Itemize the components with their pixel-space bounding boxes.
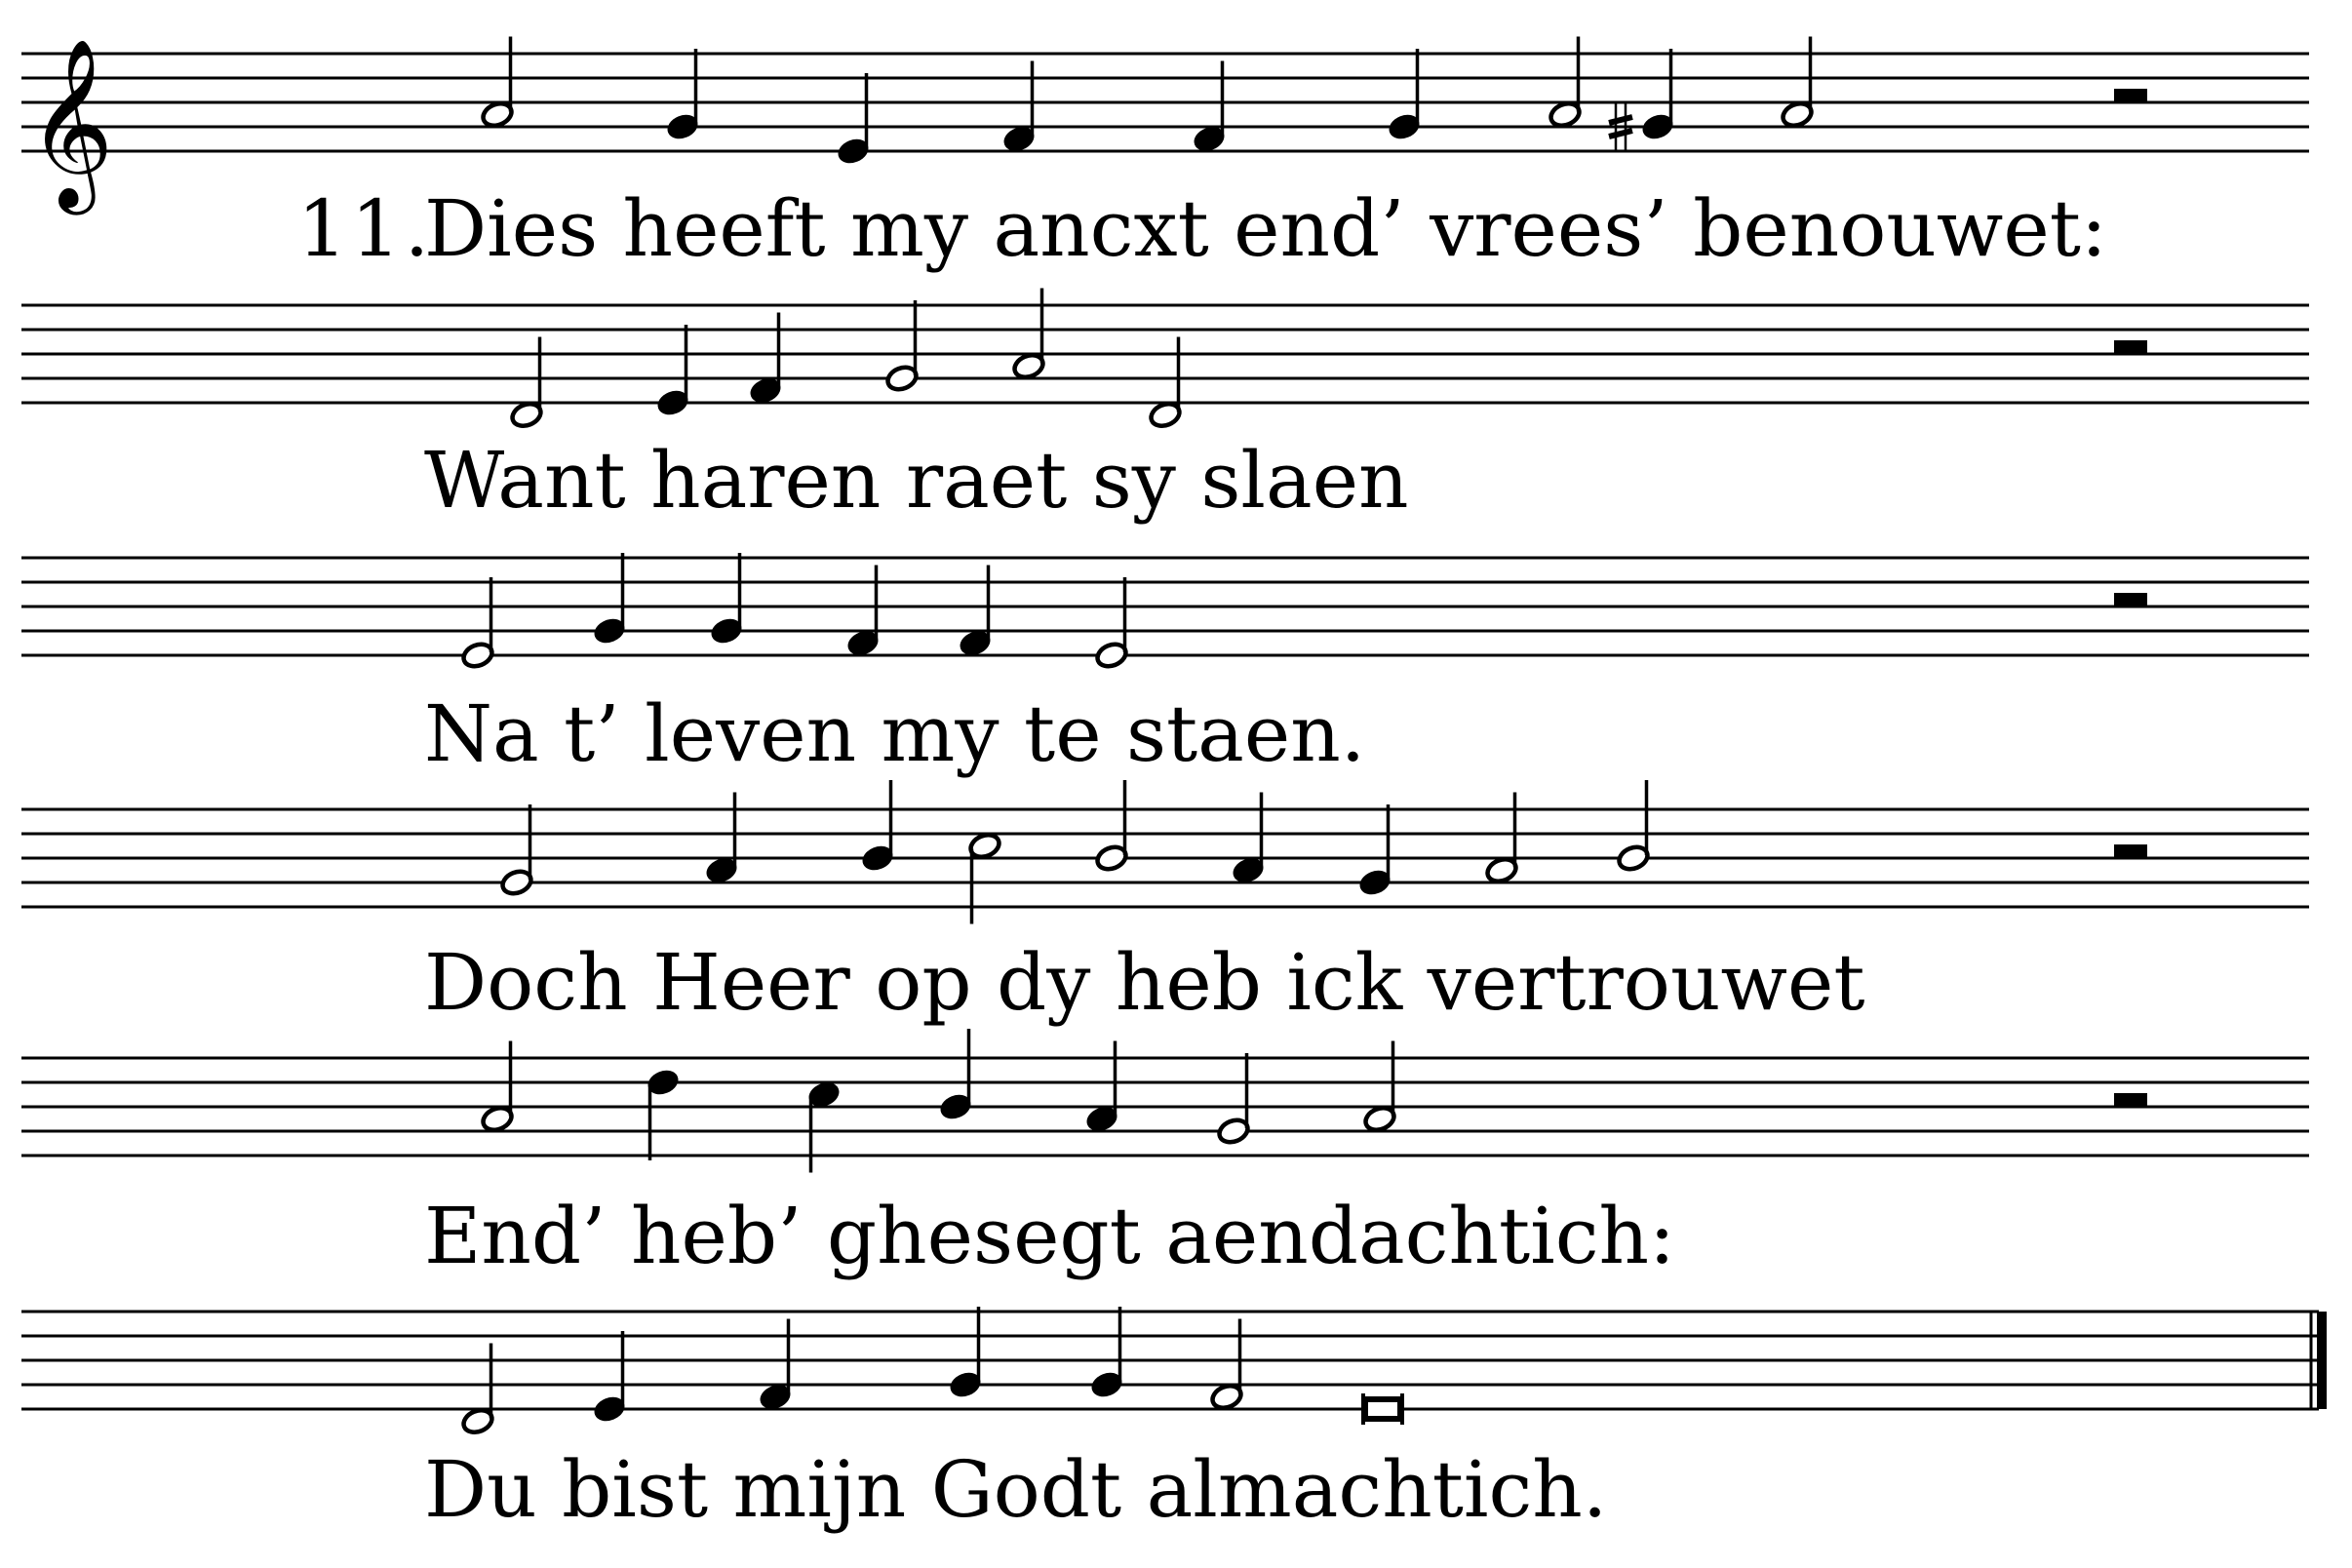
note <box>665 49 700 141</box>
note <box>806 1079 842 1172</box>
note <box>1484 793 1519 885</box>
note <box>1089 1307 1124 1399</box>
note <box>884 300 920 393</box>
staff-system-5 <box>21 1029 2309 1173</box>
lyric-line-5: End’ heb’ ghesegt aendachtich: <box>424 1191 1676 1281</box>
lyric-line-3: Na t’ leven my te staen. <box>424 688 1366 779</box>
note <box>1011 289 1046 381</box>
note <box>860 780 895 873</box>
staff-system-3 <box>21 553 2309 670</box>
half-rest-icon <box>2114 844 2147 858</box>
note <box>1148 337 1183 430</box>
note <box>1548 37 1583 130</box>
note <box>1387 49 1422 141</box>
treble-clef-icon: 𝄞 <box>27 38 114 208</box>
verse-number: 11. <box>297 183 434 274</box>
note <box>938 1029 973 1121</box>
note <box>655 325 690 417</box>
note <box>1616 780 1651 873</box>
note <box>1357 804 1392 897</box>
note <box>1216 1053 1251 1146</box>
note <box>836 73 871 166</box>
final-barline <box>2317 1312 2327 1409</box>
lyric-line-6: Du bist mijn Godt almachtich. <box>424 1444 1608 1535</box>
note <box>1084 1041 1119 1134</box>
note <box>845 566 881 658</box>
note <box>1362 1041 1397 1134</box>
note <box>1001 61 1037 154</box>
note <box>967 831 1002 923</box>
half-rest-icon <box>2114 340 2147 354</box>
lyric-line-2: Want haren raet sy slaen <box>424 435 1409 526</box>
half-rest-icon <box>2114 89 2147 102</box>
note <box>748 313 783 406</box>
note <box>592 553 627 646</box>
note <box>709 553 744 646</box>
note <box>1780 37 1815 130</box>
lyric-line-4: Doch Heer op dy heb ick vertrouwet <box>424 937 1865 1028</box>
note <box>499 804 534 897</box>
note <box>1094 780 1129 873</box>
lyric-line-1: Dies heeft my ancxt end’ vrees’ benouwet: <box>424 183 2107 274</box>
breve-notehead <box>1365 1399 1400 1419</box>
note <box>1094 577 1129 670</box>
half-rest-icon <box>2114 593 2147 607</box>
note <box>958 566 993 658</box>
note <box>509 337 544 430</box>
note <box>1231 793 1266 885</box>
note <box>460 577 495 670</box>
note <box>948 1307 983 1399</box>
note <box>1192 61 1227 154</box>
note <box>704 793 739 885</box>
note <box>646 1068 681 1160</box>
note <box>1609 49 1675 152</box>
staff-system-4 <box>21 780 2309 924</box>
note <box>1363 1393 1402 1425</box>
note <box>480 1041 515 1134</box>
note <box>480 37 515 130</box>
note <box>592 1331 627 1424</box>
half-rest-icon <box>2114 1093 2147 1107</box>
note <box>1209 1319 1244 1412</box>
staff-system-2 <box>21 289 2309 430</box>
staff-system-6 <box>21 1307 2327 1436</box>
note <box>758 1319 793 1412</box>
note <box>460 1344 495 1436</box>
